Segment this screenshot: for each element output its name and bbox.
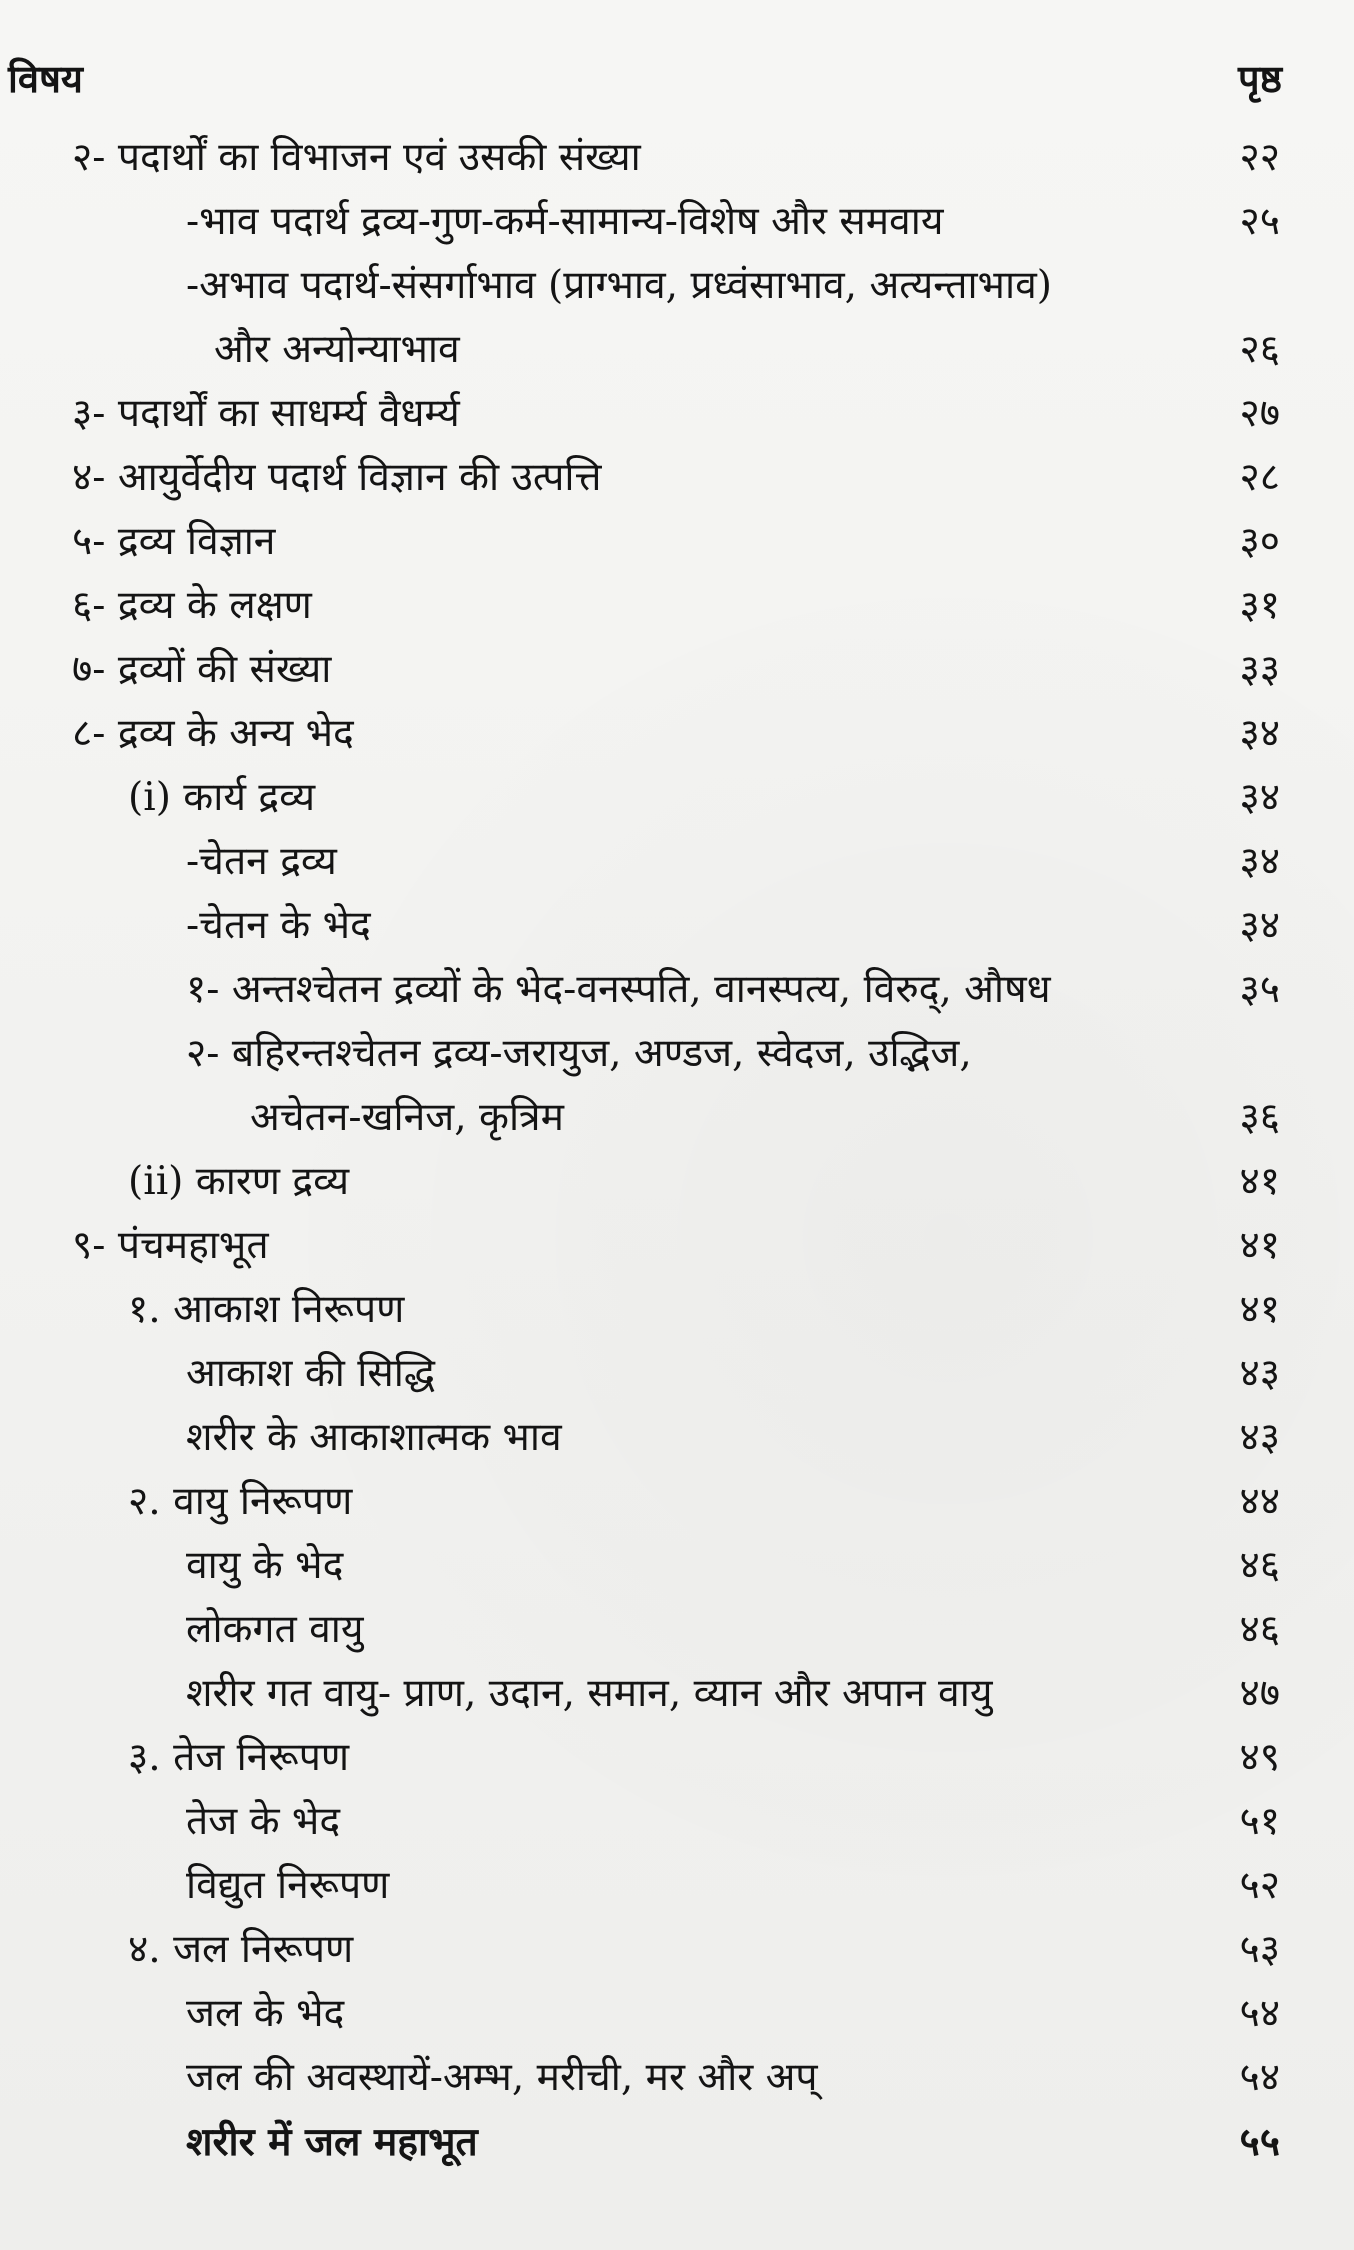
toc-entry-text: ६- द्रव्य के लक्षण	[72, 583, 312, 628]
toc-entry	[0, 190, 1354, 254]
toc-header	[8, 52, 1282, 122]
toc-entry-page: २२	[1239, 135, 1280, 180]
toc-entry	[0, 1214, 1354, 1278]
toc-entry	[0, 766, 1354, 830]
toc-entry	[0, 126, 1354, 190]
page-heading: पृष्ठ	[1238, 56, 1282, 101]
toc-entry-text: शरीर गत वायु- प्राण, उदान, समान, व्यान और अपान वायु	[186, 1671, 993, 1716]
toc-entry-page: ४६	[1239, 1607, 1280, 1652]
toc-entry-text: ९- पंचमहाभूत	[72, 1223, 269, 1268]
subject-heading: विषय	[8, 56, 83, 101]
toc-entry-text: -चेतन द्रव्य	[186, 839, 337, 884]
toc-entry	[0, 1278, 1354, 1342]
toc-entry-page: २८	[1239, 455, 1280, 500]
toc-entry	[0, 1598, 1354, 1662]
toc-entry-page: ३५	[1239, 967, 1280, 1012]
toc-entry-page: २७	[1239, 391, 1280, 436]
toc-entry-page: ५१	[1239, 1799, 1280, 1844]
toc-entry-text: (ii) कारण द्रव्य	[128, 1159, 350, 1204]
toc-entry-text-line2: और अन्योन्याभाव	[214, 327, 460, 372]
toc-entry-page: ४१	[1239, 1159, 1280, 1204]
toc-entry	[0, 894, 1354, 958]
toc-entry-page: ५४	[1239, 1991, 1280, 2036]
toc-entry-text: १. आकाश निरूपण	[128, 1287, 405, 1332]
toc-entry	[0, 1470, 1354, 1534]
toc-entry-page: ४१	[1239, 1287, 1280, 1332]
toc-entry	[0, 958, 1354, 1022]
toc-entry-page: ५४	[1239, 2055, 1280, 2100]
toc-entry	[0, 1150, 1354, 1214]
toc-entry-page: ५५	[1239, 2119, 1280, 2165]
toc-entry-text: जल के भेद	[186, 1991, 345, 2036]
toc-entry-text: ५- द्रव्य विज्ञान	[72, 519, 276, 564]
toc-entry	[0, 1918, 1354, 1982]
toc-entry	[0, 830, 1354, 894]
toc-entry-page: ३४	[1239, 711, 1280, 756]
toc-entry	[0, 638, 1354, 702]
toc-entry	[0, 1022, 1354, 1150]
toc-entry	[0, 702, 1354, 766]
toc-entry-text: शरीर में जल महाभूत	[186, 2119, 478, 2165]
toc-entry-page: ३१	[1239, 583, 1280, 628]
toc-entry	[0, 1406, 1354, 1470]
toc-entry	[0, 446, 1354, 510]
toc-entry-text: ३- पदार्थों का साधर्म्य वैधर्म्य	[72, 391, 460, 436]
toc-entry-page: ४९	[1239, 1735, 1280, 1780]
toc-entry-text: ७- द्रव्यों की संख्या	[72, 647, 332, 692]
toc-entry-text: ४- आयुर्वेदीय पदार्थ विज्ञान की उत्पत्ति	[72, 455, 602, 500]
toc-entry-text: १- अन्तश्चेतन द्रव्यों के भेद-वनस्पति, वानस्पत्य, विरुद्, औषध	[186, 967, 1051, 1012]
toc-entry	[0, 1662, 1354, 1726]
toc-entry-page: २५	[1239, 199, 1280, 244]
toc-entry	[0, 382, 1354, 446]
toc-entry-text-line1: २- बहिरन्तश्चेतन द्रव्य-जरायुज, अण्डज, स्वेदज, उद्भिज,	[186, 1031, 972, 1076]
toc-entry-text: ८- द्रव्य के अन्य भेद	[72, 711, 354, 756]
toc-entry-text: ३. तेज निरूपण	[128, 1735, 350, 1780]
toc-entry	[0, 1534, 1354, 1598]
toc-entry-text: तेज के भेद	[186, 1799, 341, 1844]
toc-entry	[0, 1342, 1354, 1406]
toc-entry-page: ४६	[1239, 1543, 1280, 1588]
toc-entry-page: ३०	[1239, 519, 1280, 564]
toc-entry	[0, 2046, 1354, 2110]
toc-entry-page: २६	[1239, 327, 1280, 372]
toc-entry-text: जल की अवस्थायें-अम्भ, मरीची, मर और अप्	[186, 2055, 818, 2100]
toc-entry-text: विद्युत निरूपण	[186, 1863, 390, 1908]
toc-entry	[0, 254, 1354, 382]
toc-entry-page: ४१	[1239, 1223, 1280, 1268]
toc-entry-text: -चेतन के भेद	[186, 903, 371, 948]
toc-entry-text: (i) कार्य द्रव्य	[128, 775, 316, 820]
toc-entry	[0, 1726, 1354, 1790]
toc-entry-page: ३६	[1239, 1095, 1280, 1140]
toc-entry-text: २- पदार्थों का विभाजन एवं उसकी संख्या	[72, 135, 641, 180]
toc-entry-text: २. वायु निरूपण	[128, 1479, 353, 1524]
toc-entry	[0, 1854, 1354, 1918]
toc-entry-page: ३४	[1239, 839, 1280, 884]
toc-entry-text: आकाश की सिद्धि	[186, 1351, 436, 1396]
toc-entry-text: वायु के भेद	[186, 1543, 344, 1588]
toc-entry-page: ५२	[1239, 1863, 1280, 1908]
toc-entry	[0, 2110, 1354, 2174]
toc-entry	[0, 510, 1354, 574]
toc-entry	[0, 1790, 1354, 1854]
toc-entry-page: ४४	[1239, 1479, 1280, 1524]
toc-entry	[0, 574, 1354, 638]
toc-entry-page: ३४	[1239, 775, 1280, 820]
toc-entry-page: ४३	[1239, 1415, 1280, 1460]
toc-entry-text-line1: -अभाव पदार्थ-संसर्गाभाव (प्राग्भाव, प्रध्वंसाभाव, अत्यन्ताभाव)	[186, 263, 1052, 308]
toc-entry-text-line2: अचेतन-खनिज, कृत्रिम	[250, 1095, 564, 1140]
toc-entry-text: शरीर के आकाशात्मक भाव	[186, 1415, 562, 1460]
toc-entry-page: ४३	[1239, 1351, 1280, 1396]
toc-entry-page: ३३	[1239, 647, 1280, 692]
toc-entry-page: ४७	[1239, 1671, 1280, 1716]
toc-entry	[0, 1982, 1354, 2046]
toc-entry-page: ३४	[1239, 903, 1280, 948]
toc-entry-text: ४. जल निरूपण	[128, 1927, 354, 1972]
toc-entry-text: लोकगत वायु	[186, 1607, 364, 1652]
toc-entry-page: ५३	[1239, 1927, 1280, 1972]
toc-entry-text: -भाव पदार्थ द्रव्य-गुण-कर्म-सामान्य-विशेष और समवाय	[186, 199, 944, 244]
